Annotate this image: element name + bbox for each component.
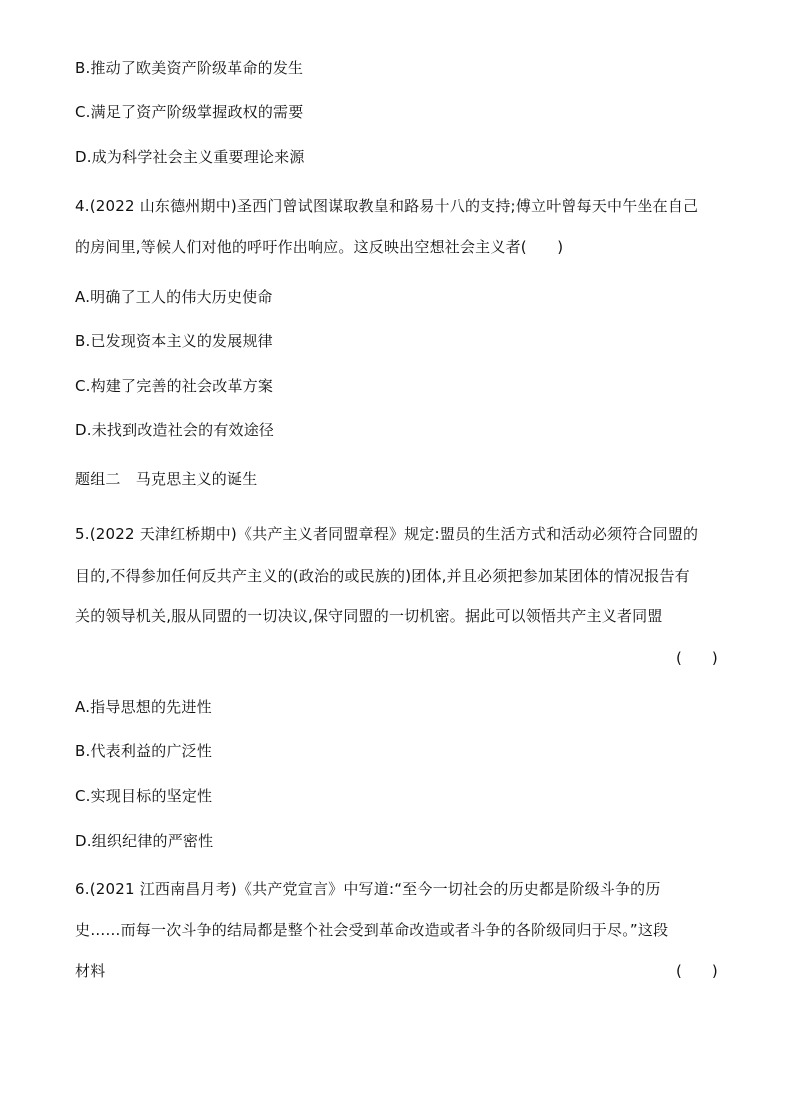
q6-stem-line-1: 6.(2021 江西南昌月考)《共产党宣言》中写道:“至今一切社会的历史都是阶级斗争的历 xyxy=(75,880,661,898)
q6-stem-line-2: 史……而每一次斗争的结局都是整个社会受到革命改造或者斗争的各阶级同归于尽。”这段 xyxy=(75,921,669,939)
q4-option-d: D.未找到改造社会的有效途径 xyxy=(75,421,275,439)
q6-answer-blank: ( ) xyxy=(676,962,718,980)
q4-option-a: A.明确了工人的伟大历史使命 xyxy=(75,288,273,306)
q3-option-b: B.推动了欧美资产阶级革命的发生 xyxy=(75,59,304,77)
q5-stem-line-3: 关的领导机关,服从同盟的一切决议,保守同盟的一切机密。据此可以领悟共产主义者同盟 xyxy=(75,607,663,625)
q4-stem-line-2: 的房间里,等候人们对他的呼吁作出响应。这反映出空想社会主义者( ) xyxy=(75,238,564,256)
q3-option-d: D.成为科学社会主义重要理论来源 xyxy=(75,148,305,166)
q5-option-a: A.指导思想的先进性 xyxy=(75,698,212,716)
q4-option-b: B.已发现资本主义的发展规律 xyxy=(75,332,273,350)
q4-stem-line-1: 4.(2022 山东德州期中)圣西门曾试图谋取教皇和路易十八的支持;傅立叶曾每天中午坐在自己 xyxy=(75,197,699,215)
q3-option-c: C.满足了资产阶级掌握政权的需要 xyxy=(75,103,304,121)
q5-stem-line-2: 目的,不得参加任何反共产主义的(政治的或民族的)团体,并且必须把参加某团体的情况报告有 xyxy=(75,567,690,585)
q5-answer-blank: ( ) xyxy=(676,649,718,667)
q5-option-d: D.组织纪律的严密性 xyxy=(75,832,214,850)
q6-stem-line-3: 材料 xyxy=(75,962,106,980)
q4-option-c: C.构建了完善的社会改革方案 xyxy=(75,377,274,395)
section-heading: 题组二 马克思主义的诞生 xyxy=(75,470,258,488)
q5-option-c: C.实现目标的坚定性 xyxy=(75,787,213,805)
q5-stem-line-1: 5.(2022 天津红桥期中)《共产主义者同盟章程》规定:盟员的生活方式和活动必须符合同盟的 xyxy=(75,525,699,543)
q5-option-b: B.代表利益的广泛性 xyxy=(75,742,213,760)
